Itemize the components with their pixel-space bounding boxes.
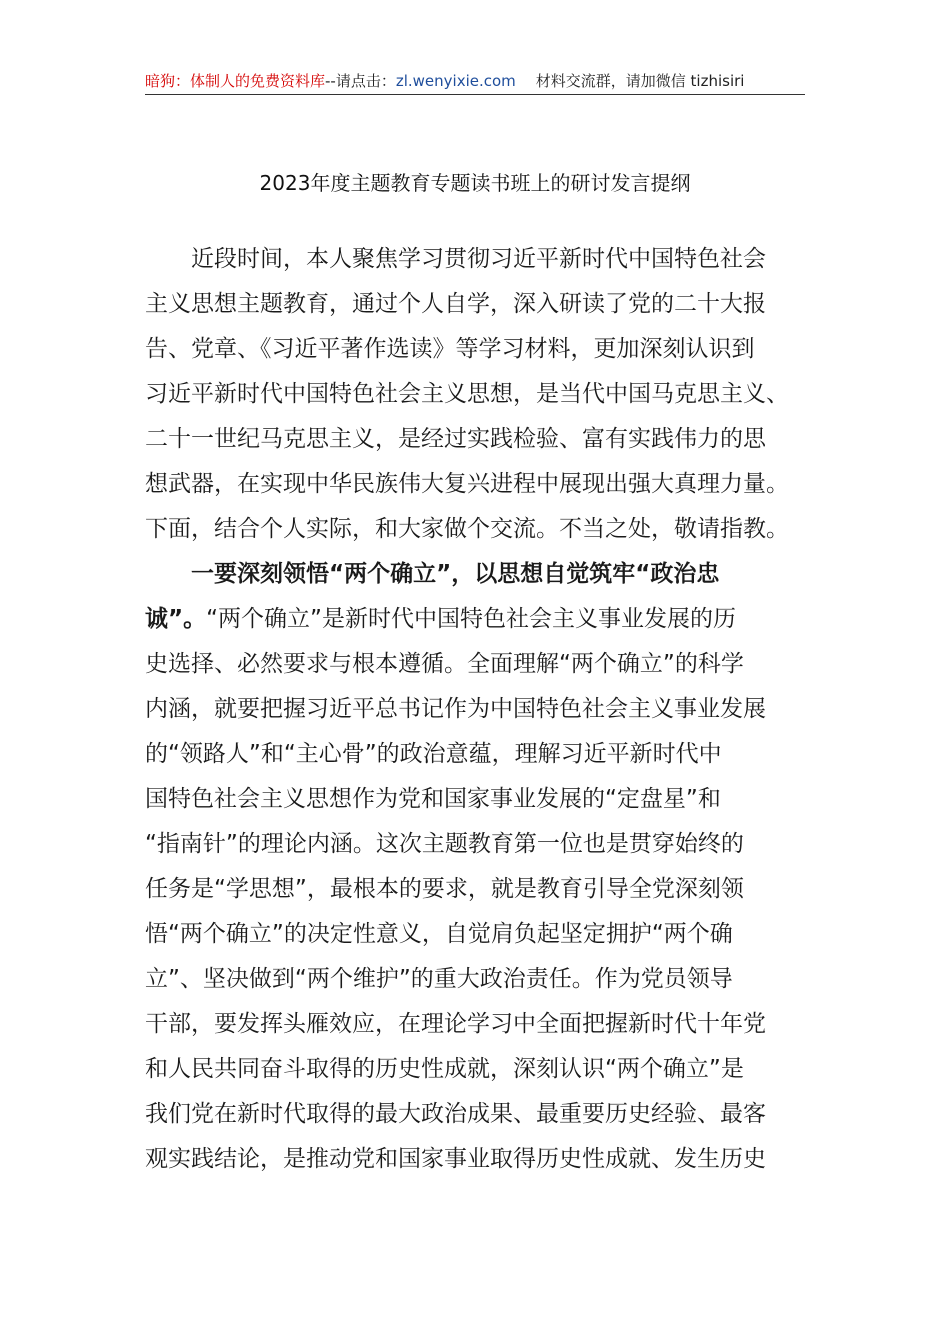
paragraph-line: 想武器，在实现中华民族伟大复兴进程中展现出强大真理力量。 — [145, 471, 789, 497]
section-line-mixed — [145, 597, 815, 642]
header-brand: 暗狗：体制人的免费资料库 — [145, 72, 326, 90]
section-line: 内涵，就要把握习近平总书记作为中国特色社会主义事业发展 — [145, 696, 766, 722]
section-line: 国特色社会主义思想作为党和国家事业发展的“定盘星”和 — [145, 786, 721, 812]
paragraph-line: 二十一世纪马克思主义，是经过实践检验、富有实践伟力的思 — [145, 426, 766, 452]
section-line-rest: “两个确立”是新时代中国特色社会主义事业发展的历 — [206, 606, 736, 632]
header-site-link[interactable]: zl.wenyixie.com — [395, 72, 516, 90]
section-line: 悟“两个确立”的决定性意义，自觉肩负起坚定拥护“两个确 — [145, 921, 733, 947]
section-line: 立”、坚决做到“两个维护”的重大政治责任。作为党员领导 — [145, 966, 733, 992]
paragraph-line: 习近平新时代中国特色社会主义思想，是当代中国马克思主义、 — [145, 381, 789, 407]
section-line: 观实践结论，是推动党和国家事业取得历史性成就、发生历史 — [145, 1146, 766, 1172]
paragraph-line: 告、党章、《习近平著作选读》等学习材料，更加深刻认识到 — [145, 336, 755, 362]
document-title: 2023年度主题教育专题读书班上的研讨发言提纲 — [259, 171, 691, 195]
paragraph-line: 近段时间，本人聚焦学习贯彻习近平新时代中国特色社会 — [191, 246, 766, 272]
header-click-prompt: --请点击： — [325, 72, 396, 90]
section-line: 史选择、必然要求与根本遵循。全面理解“两个确立”的科学 — [145, 651, 744, 677]
document-body — [145, 237, 815, 1182]
paragraph-line: 下面，结合个人实际，和大家做个交流。不当之处，敬请指教。 — [145, 516, 789, 542]
section-heading-end: 诚”。 — [145, 606, 207, 632]
header-wechat-note: 材料交流群，请加微信 tizhisiri — [535, 72, 745, 90]
section-line: “指南针”的理论内涵。这次主题教育第一位也是贯穿始终的 — [145, 831, 744, 857]
section-heading: 一要深刻领悟“两个确立”，以思想自觉筑牢“政治忠 — [191, 561, 720, 587]
section-line: 任务是“学思想”，最根本的要求，就是教育引导全党深刻领 — [145, 876, 744, 902]
section-line: 我们党在新时代取得的最大政治成果、最重要历史经验、最客 — [145, 1101, 766, 1127]
section-line: 干部，要发挥头雁效应，在理论学习中全面把握新时代十年党 — [145, 1011, 766, 1037]
section-line: 和人民共同奋斗取得的历史性成就，深刻认识“两个确立”是 — [145, 1056, 744, 1082]
page-header — [145, 68, 805, 95]
section-line: 的“领路人”和“主心骨”的政治意蕴，理解习近平新时代中 — [145, 741, 722, 767]
paragraph-line: 主义思想主题教育，通过个人自学，深入研读了党的二十大报 — [145, 291, 766, 317]
